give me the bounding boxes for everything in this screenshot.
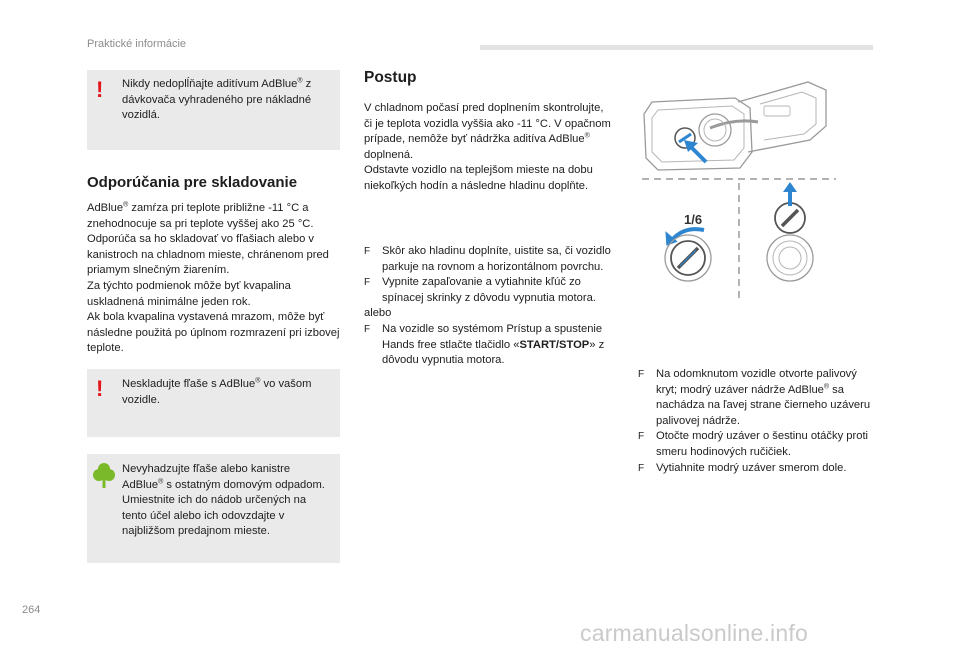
eco-text: Nevyhadzujte fľaše alebo kanistre AdBlue® s ostatným domovým odpadom. Umiestnite ich do nádob určených na tento účel alebo ich odovzdajte v najbližšom predajnom mieste. xyxy=(122,463,325,537)
tree-icon xyxy=(93,461,115,489)
bullet-icon: F xyxy=(638,462,645,474)
page-header-title: Praktické informácie xyxy=(87,38,187,50)
warning-text-pump: Nikdy nedoplĺňajte aditívum AdBlue® z dávkovača vyhradeného pre nákladné vozidlá. xyxy=(122,77,312,121)
watermark: carmanualsonline.info xyxy=(580,620,808,646)
list-item: F Skôr ako hladinu doplníte, uistite sa, či vozidlo parkuje na rovnom a horizontálnom povrchu. xyxy=(364,245,611,273)
warning-box-pump xyxy=(87,70,340,150)
step-fraction-label: 1/6 xyxy=(684,212,703,227)
bullet-icon: F xyxy=(364,323,371,335)
right-steps xyxy=(638,367,874,476)
alebo-text: alebo xyxy=(364,307,392,320)
eco-box xyxy=(87,454,340,563)
warning-text-storage: Neskladujte fľaše s AdBlue® vo vašom vozidle. xyxy=(122,377,312,406)
procedure-steps xyxy=(364,244,616,369)
list-item: F Na vozidle so systémom Prístup a spustenie Hands free stlačte tlačidlo «START/STOP» z dôvodu vypnutia motora. xyxy=(364,322,605,367)
page-number: 264 xyxy=(22,604,41,616)
bullet-icon: F xyxy=(638,431,645,443)
exclamation-icon: ! xyxy=(96,77,104,102)
list-item: F Vypnite zapaľovanie a vytiahnite kľúč zo spínacej skrinky z dôvodu vypnutia motora. xyxy=(364,276,596,304)
list-item: F Na odomknutom vozidle otvorte palivový kryt; modrý uzáver nádrže AdBlue® sa nachádza na ľavej strane čierneho uzáveru palivovej nádrže. xyxy=(638,368,871,427)
exclamation-icon: ! xyxy=(96,376,104,401)
bullet-icon: F xyxy=(364,277,371,289)
adblue-cap-illustration xyxy=(640,80,840,300)
bullet-icon: F xyxy=(364,246,371,257)
warning-box-storage xyxy=(87,369,340,437)
list-item: F Otočte modrý uzáver o šestinu otáčky proti smeru hodinových ručičiek. xyxy=(638,430,869,458)
bullet-icon: F xyxy=(638,369,645,380)
header-bar xyxy=(480,45,873,50)
procedure-intro: V chladnom počasí pred doplnením skontrolujte, či je teplota vozidla vyššia ako -11 °C. V opačnom prípade, nemôže byť nádržka aditíva AdBlue® doplnená. Odstavte vozidlo na teplejšom mieste na dobu niekoľkých hodín a následne hladinu doplňte. xyxy=(364,102,611,192)
storage-paragraph: AdBlue® zamŕza pri teplote približne -11 °C a znehodnocuje sa pri teplote vyššej ako 25 °C. Odporúča sa ho skladovať vo fľašiach alebo v kanistroch na chladnom mieste, chránenom pred priamym slnečným žiarením. Za týchto podmienok môže byť kvapalina uskladnená minimálne jeden rok. Ak bola kvapalina vystavená mrazom, môže byť následne použitá po úplnom rozmrazení pri izbovej teplote. xyxy=(87,201,340,355)
procedure-title: Postup xyxy=(364,69,417,86)
list-item: F Vytiahnite modrý uzáver smerom dole. xyxy=(638,461,874,477)
storage-section-title: Odporúčania pre skladovanie xyxy=(87,174,298,191)
